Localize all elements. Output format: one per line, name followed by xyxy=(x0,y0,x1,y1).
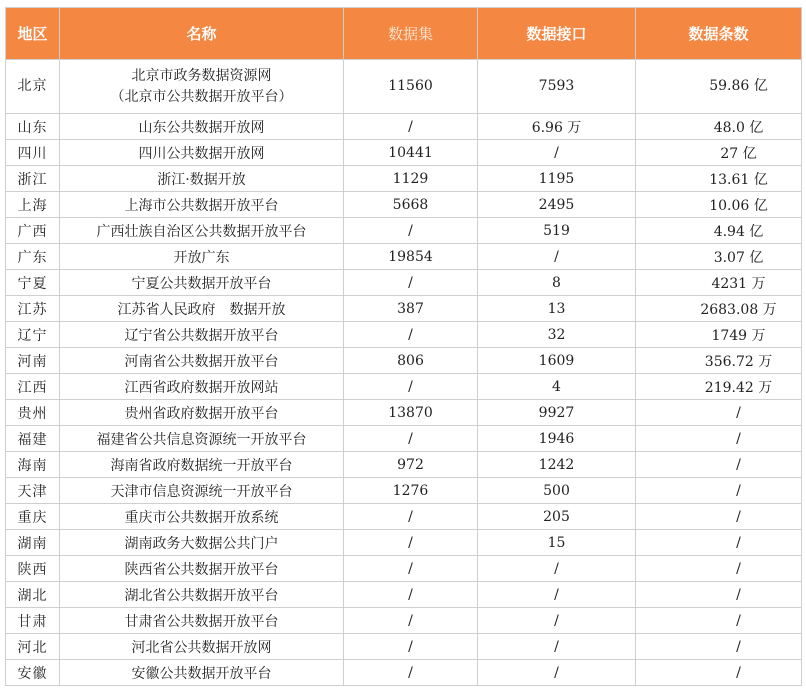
cell-api: 2495 xyxy=(478,192,636,218)
header-datasets: 数据集 xyxy=(344,8,478,60)
cell-api: / xyxy=(478,140,636,166)
cell-api: 15 xyxy=(478,530,636,556)
table-row xyxy=(6,504,802,530)
cell-records: 3.07 亿 xyxy=(636,244,802,270)
cell-name: 山东公共数据开放网 xyxy=(60,114,344,140)
cell-name: 江苏省人民政府 数据开放 xyxy=(60,296,344,322)
open-data-platform-table xyxy=(5,7,802,686)
cell-api: / xyxy=(478,582,636,608)
cell-records: / xyxy=(636,660,802,686)
cell-name: 湖北省公共数据开放平台 xyxy=(60,582,344,608)
cell-region: 安徽 xyxy=(6,660,60,686)
cell-datasets: 972 xyxy=(344,452,478,478)
cell-datasets: / xyxy=(344,270,478,296)
cell-records: / xyxy=(636,608,802,634)
cell-name: 四川公共数据开放网 xyxy=(60,140,344,166)
cell-records: / xyxy=(636,582,802,608)
cell-region: 河北 xyxy=(6,634,60,660)
cell-datasets: / xyxy=(344,608,478,634)
table-body xyxy=(6,60,802,686)
cell-records: 13.61 亿 xyxy=(636,166,802,192)
table-row xyxy=(6,348,802,374)
cell-records: / xyxy=(636,452,802,478)
cell-datasets: / xyxy=(344,218,478,244)
cell-datasets: / xyxy=(344,660,478,686)
table-row xyxy=(6,556,802,582)
cell-name: 安徽公共数据开放平台 xyxy=(60,660,344,686)
table-row xyxy=(6,452,802,478)
cell-api: / xyxy=(478,634,636,660)
cell-name: 福建省公共信息资源统一开放平台 xyxy=(60,426,344,452)
cell-region: 福建 xyxy=(6,426,60,452)
cell-region: 北京 xyxy=(6,60,60,114)
cell-region: 辽宁 xyxy=(6,322,60,348)
header-region: 地区 xyxy=(6,8,60,60)
cell-records: / xyxy=(636,634,802,660)
header-api: 数据接口 xyxy=(478,8,636,60)
cell-region: 浙江 xyxy=(6,166,60,192)
cell-name: 广西壮族自治区公共数据开放平台 xyxy=(60,218,344,244)
cell-api: / xyxy=(478,556,636,582)
cell-region: 广东 xyxy=(6,244,60,270)
table-row xyxy=(6,426,802,452)
table-row xyxy=(6,60,802,114)
cell-records: 4231 万 xyxy=(636,270,802,296)
cell-name: 海南省政府数据统一开放平台 xyxy=(60,452,344,478)
cell-api: 500 xyxy=(478,478,636,504)
table-row xyxy=(6,400,802,426)
table-row xyxy=(6,322,802,348)
cell-name: 辽宁省公共数据开放平台 xyxy=(60,322,344,348)
cell-api: 9927 xyxy=(478,400,636,426)
cell-records: 59.86 亿 xyxy=(636,60,802,114)
cell-api: 1609 xyxy=(478,348,636,374)
table-row xyxy=(6,608,802,634)
cell-name xyxy=(60,60,344,114)
cell-datasets: / xyxy=(344,556,478,582)
cell-records: 356.72 万 xyxy=(636,348,802,374)
cell-region: 上海 xyxy=(6,192,60,218)
cell-name: 甘肃省公共数据开放平台 xyxy=(60,608,344,634)
cell-api: 8 xyxy=(478,270,636,296)
header-records: 数据条数 xyxy=(636,8,802,60)
cell-api: / xyxy=(478,244,636,270)
cell-datasets: 13870 xyxy=(344,400,478,426)
cell-name: 陕西省公共数据开放平台 xyxy=(60,556,344,582)
cell-datasets: / xyxy=(344,530,478,556)
cell-datasets: 10441 xyxy=(344,140,478,166)
cell-name: 宁夏公共数据开放平台 xyxy=(60,270,344,296)
table-row xyxy=(6,374,802,400)
cell-records: / xyxy=(636,504,802,530)
cell-api: / xyxy=(478,660,636,686)
cell-api: 1195 xyxy=(478,166,636,192)
cell-datasets: 11560 xyxy=(344,60,478,114)
cell-api: 32 xyxy=(478,322,636,348)
table-row xyxy=(6,114,802,140)
table-row xyxy=(6,140,802,166)
table-row xyxy=(6,296,802,322)
cell-datasets: 1276 xyxy=(344,478,478,504)
cell-region: 江苏 xyxy=(6,296,60,322)
cell-datasets: / xyxy=(344,634,478,660)
cell-datasets: 387 xyxy=(344,296,478,322)
cell-datasets: 5668 xyxy=(344,192,478,218)
cell-records: 2683.08 万 xyxy=(636,296,802,322)
cell-records: 10.06 亿 xyxy=(636,192,802,218)
cell-name: 河南省公共数据开放平台 xyxy=(60,348,344,374)
cell-name-line1: 北京市政务数据资源网 xyxy=(131,67,272,84)
table-row xyxy=(6,270,802,296)
cell-name: 河北省公共数据开放网 xyxy=(60,634,344,660)
cell-records: / xyxy=(636,426,802,452)
cell-datasets: / xyxy=(344,374,478,400)
cell-region: 甘肃 xyxy=(6,608,60,634)
cell-records: / xyxy=(636,478,802,504)
cell-name: 贵州省政府数据开放平台 xyxy=(60,400,344,426)
cell-datasets: / xyxy=(344,426,478,452)
cell-datasets: 19854 xyxy=(344,244,478,270)
cell-records: / xyxy=(636,530,802,556)
cell-region: 宁夏 xyxy=(6,270,60,296)
cell-datasets: / xyxy=(344,582,478,608)
table-row xyxy=(6,660,802,686)
cell-region: 广西 xyxy=(6,218,60,244)
cell-name: 开放广东 xyxy=(60,244,344,270)
cell-region: 四川 xyxy=(6,140,60,166)
cell-records: 48.0 亿 xyxy=(636,114,802,140)
cell-records: 219.42 万 xyxy=(636,374,802,400)
cell-region: 湖南 xyxy=(6,530,60,556)
cell-name-line2: （北京市公共数据开放平台） xyxy=(110,88,293,105)
cell-region: 海南 xyxy=(6,452,60,478)
cell-api: 6.96 万 xyxy=(478,114,636,140)
cell-region: 重庆 xyxy=(6,504,60,530)
table-row xyxy=(6,582,802,608)
cell-api: 205 xyxy=(478,504,636,530)
cell-datasets: / xyxy=(344,114,478,140)
cell-datasets: / xyxy=(344,504,478,530)
table-row xyxy=(6,634,802,660)
cell-api: 1946 xyxy=(478,426,636,452)
header-row xyxy=(6,8,802,60)
cell-datasets: 806 xyxy=(344,348,478,374)
cell-records: 27 亿 xyxy=(636,140,802,166)
cell-datasets: / xyxy=(344,322,478,348)
cell-name: 湖南政务大数据公共门户 xyxy=(60,530,344,556)
cell-datasets: 1129 xyxy=(344,166,478,192)
table-row xyxy=(6,192,802,218)
cell-region: 天津 xyxy=(6,478,60,504)
cell-region: 贵州 xyxy=(6,400,60,426)
cell-region: 陕西 xyxy=(6,556,60,582)
cell-api: / xyxy=(478,608,636,634)
cell-records: / xyxy=(636,400,802,426)
cell-region: 湖北 xyxy=(6,582,60,608)
table-row xyxy=(6,244,802,270)
table-row xyxy=(6,478,802,504)
cell-api: 4 xyxy=(478,374,636,400)
cell-api: 7593 xyxy=(478,60,636,114)
cell-api: 13 xyxy=(478,296,636,322)
cell-region: 山东 xyxy=(6,114,60,140)
cell-region: 河南 xyxy=(6,348,60,374)
cell-records: / xyxy=(636,556,802,582)
table-header xyxy=(6,8,802,60)
cell-name: 上海市公共数据开放平台 xyxy=(60,192,344,218)
table-row xyxy=(6,530,802,556)
cell-name: 重庆市公共数据开放系统 xyxy=(60,504,344,530)
cell-api: 1242 xyxy=(478,452,636,478)
cell-api: 519 xyxy=(478,218,636,244)
cell-records: 4.94 亿 xyxy=(636,218,802,244)
table-row xyxy=(6,166,802,192)
cell-records: 1749 万 xyxy=(636,322,802,348)
header-name: 名称 xyxy=(60,8,344,60)
table-row xyxy=(6,218,802,244)
cell-region: 江西 xyxy=(6,374,60,400)
cell-name: 浙江·数据开放 xyxy=(60,166,344,192)
cell-name: 天津市信息资源统一开放平台 xyxy=(60,478,344,504)
cell-name: 江西省政府数据开放网站 xyxy=(60,374,344,400)
